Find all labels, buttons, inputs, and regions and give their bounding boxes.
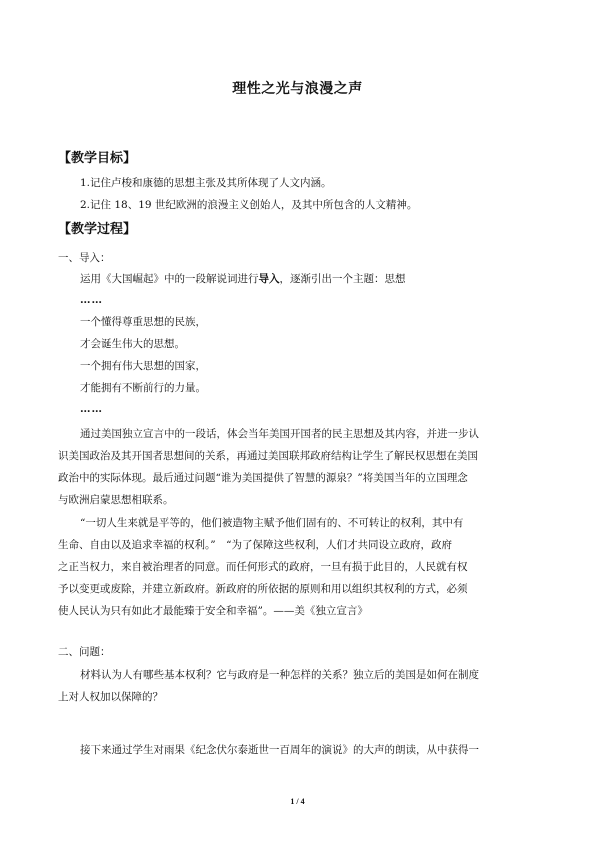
intro-heading: 一、导入： (58, 252, 111, 264)
poem-line-3: 一个拥有伟大思想的国家， (80, 360, 206, 372)
questions-heading: 二、问题： (58, 646, 111, 658)
ellipsis-1: …… (80, 294, 103, 306)
intro-lead (80, 272, 406, 286)
ellipsis-2: …… (80, 403, 103, 415)
intro-lead-after: ，逐渐引出一个主题：思想 (279, 273, 406, 285)
quote-line-1: “一切人生来就是平等的，他们被造物主赋予他们固有的、不可转让的权利，其中有 (80, 517, 464, 529)
poem-line-1: 一个懂得尊重思想的民族， (80, 316, 206, 328)
goal-item-2: 2.记住 18、19 世纪欧洲的浪漫主义创始人，及其中所包含的人文精神。 (80, 199, 418, 211)
quote-line-2: 生命、自由以及追求幸福的权利。” “为了保障这些权利，人们才共同设立政府，政府 (58, 539, 452, 551)
page-title: 理性之光与浪漫之声 (232, 81, 363, 97)
intro-paragraph-line-1: 通过美国独立宣言中的一段话，体会当年美国开国者的民主思想及其内容，并进一步认 (80, 428, 479, 440)
section-heading-goals: 【教学目标】 (58, 151, 137, 166)
poem-line-2: 才会诞生伟大的思想。 (80, 338, 185, 350)
quote-line-3: 之正当权力，来自被治理者的同意。而任何形式的政府，一旦有损于此目的，人民就有权 (58, 561, 468, 573)
intro-paragraph-line-4: 与欧洲启蒙思想相联系。 (58, 494, 174, 506)
goal-item-1: 1.记住卢梭和康德的思想主张及其所体现了人文内涵。 (80, 177, 332, 189)
poem-line-4: 才能拥有不断前行的力量。 (80, 382, 206, 394)
intro-paragraph-line-2: 识美国政治及其开国者思想间的关系，再通过美国联邦政府结构让学生了解民权思想在美国 (58, 450, 478, 462)
intro-paragraph-line-3: 政治中的实际体现。最后通过问题“谁为美国提供了智慧的源泉？”将美国当年的立国理念 (58, 472, 468, 484)
section-heading-process: 【教学过程】 (58, 222, 137, 237)
questions-line-2: 上对人权加以保障的？ (58, 691, 163, 703)
quote-line-5: 使人民认为只有如此才最能臻于安全和幸福”。——美《独立宣言》 (58, 605, 368, 617)
questions-line-1: 材料认为人有哪些基本权利？它与政府是一种怎样的关系？独立后的美国是如何在制度 (80, 669, 479, 681)
page-number: 1 / 4 (290, 797, 305, 806)
quote-line-4: 予以变更或废除，并建立新政府。新政府的所依据的原则和用以组织其权利的方式，必须 (58, 583, 468, 595)
intro-lead-bold: 导入 (258, 273, 280, 285)
intro-lead-before: 运用《大国崛起》中的一段解说词进行 (80, 273, 259, 285)
next-paragraph-line-1: 接下来通过学生对雨果《纪念伏尔泰逝世一百周年的演说》的大声的朗读，从中获得一 (80, 744, 479, 756)
